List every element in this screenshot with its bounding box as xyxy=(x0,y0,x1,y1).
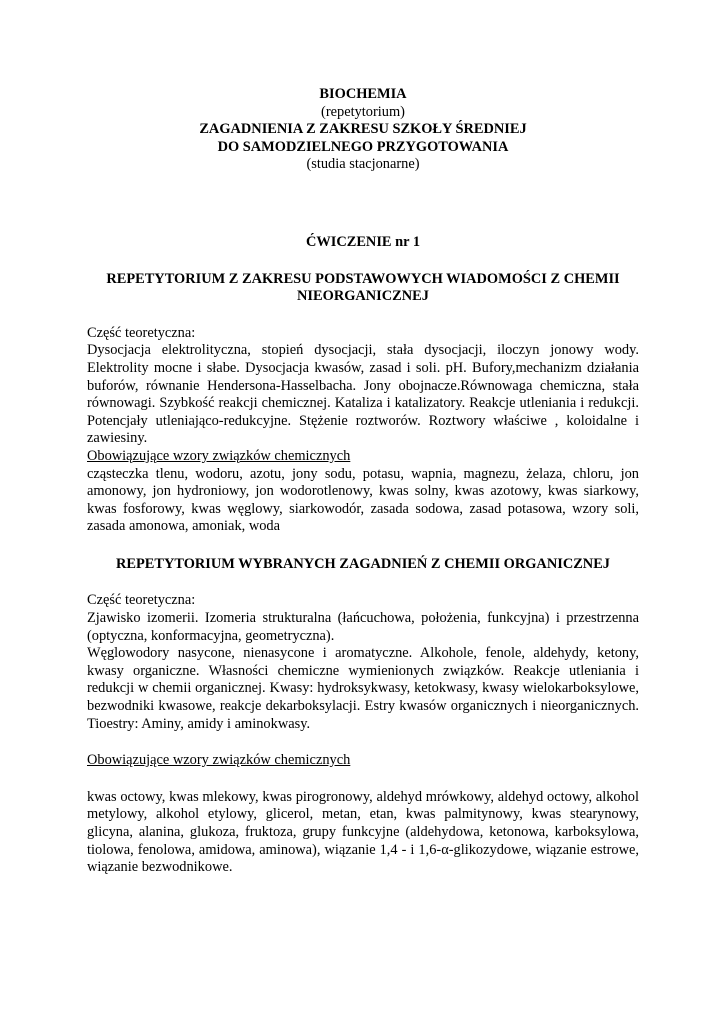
header-line-scope: ZAGADNIENIA Z ZAKRESU SZKOŁY ŚREDNIEJ xyxy=(199,121,527,138)
document-subtitle: (repetytorium) xyxy=(321,103,405,120)
exercise-title: ĆWICZENIE nr 1 xyxy=(305,233,421,250)
section1-theory-text: Dysocjacja elektrolityczna, stopień dysocjacji, stała dysocjacji, iloczyn jonowy wody. Elektrolity mocne i słabe. Dysocjacja kwasów, zasad i soli. pH. Bufory,mechanizm działania buforów, równanie Hendersona-Hasselbacha. Jony obojnacze.Równowaga chemiczna, stała równowagi. Szybkość reakcji chemicznej. Kataliza i katalizatory. Reakcje utleniania i redukcji. Potencjały utleniająco-redukcyjne. Stężenie roztworów. Roztwory właściwe , koloidalne i zawiesiny. xyxy=(87,342,639,447)
section1-formulas-text: cząsteczka tlenu, wodoru, azotu, jony sodu, potasu, wapnia, magnezu, żelaza, chloru, jon amonowy, jon hydroniowy, jon wodorotlenowy, kwas solny, kwas azotowy, kwas siarkowy, kwas fosforowy, kwas węglowy, siarkowodór, zasada sodowa, zasad potasowa, wzory soli, zasada amonowa, amoniak, woda xyxy=(87,465,639,535)
section1-title-line1: REPETYTORIUM Z ZAKRESU PODSTAWOWYCH WIADOMOŚCI Z CHEMII xyxy=(106,270,620,287)
document-page xyxy=(87,86,639,877)
section2-formulas-label: Obowiązujące wzory związków chemicznych xyxy=(87,752,351,769)
document-header xyxy=(87,86,639,174)
section1-formulas-label: Obowiązujące wzory związków chemicznych xyxy=(87,447,351,464)
document-title: BIOCHEMIA xyxy=(319,86,407,102)
section1-title xyxy=(87,271,639,306)
header-line-study-mode: (studia stacjonarne) xyxy=(306,156,420,173)
section1-theory-label: Część teoretyczna: xyxy=(87,324,196,341)
section2-theory-label: Część teoretyczna: xyxy=(87,592,196,609)
section2-formulas-text: kwas octowy, kwas mlekowy, kwas pirogronowy, aldehyd mrówkowy, aldehyd octowy, alkohol metylowy, alkohol etylowy, glicerol, metan, etan, kwas palmitynowy, kwas stearynowy, glicyna, alanina, glukoza, fruktoza, grupy funkcyjne (aldehydowa, ketonowa, karboksylowa, tiolowa, fenolowa, amidowa, aminowa), wiązanie 1,4 - i 1,6-α-glikozydowe, wiązanie estrowe, wiązanie bezwodnikowe. xyxy=(87,788,639,876)
section2-theory-text-1: Zjawisko izomerii. Izomeria strukturalna (łańcuchowa, położenia, funkcyjna) i przestrzenna (optyczna, konformacyjna, geometryczna). xyxy=(87,610,639,644)
section1-title-line2: NIEORGANICZNEJ xyxy=(297,288,429,305)
section2-theory-text-2: Węglowodory nasycone, nienasycone i aromatyczne. Alkohole, fenole, aldehydy, ketony, kwasy organiczne. Własności chemiczne wymienionych związków. Reakcje utleniania i redukcji w chemii organicznej. Kwasy: hydroksykwasy, ketokwasy, kwasy wielokarboksylowe, bezwodniki kwasowe, reakcje dekarboksylacji. Estry kwasów organicznych i nieorganicznych. Tioestry: Aminy, amidy i aminokwasy. xyxy=(87,645,639,732)
header-line-purpose: DO SAMODZIELNEGO PRZYGOTOWANIA xyxy=(217,138,509,155)
section2-title: REPETYTORIUM WYBRANYCH ZAGADNIEŃ Z CHEMII ORGANICZNEJ xyxy=(116,555,610,572)
